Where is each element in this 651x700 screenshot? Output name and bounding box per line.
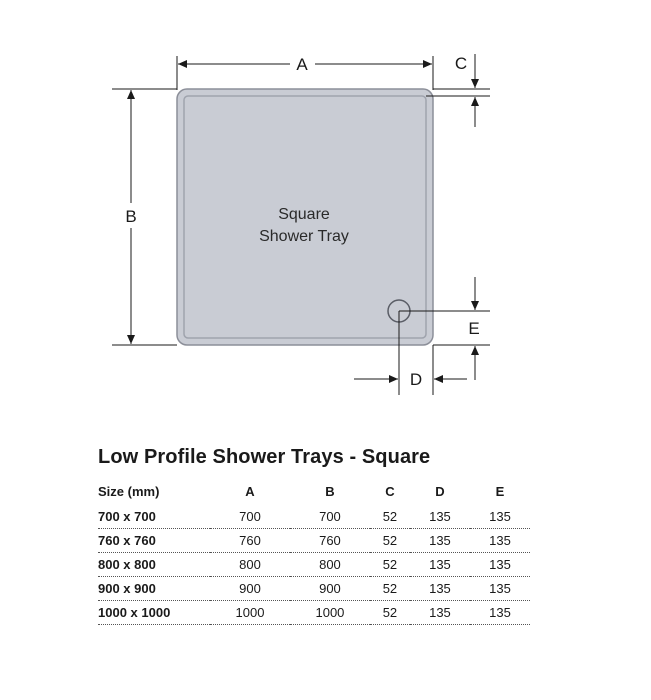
cell-e: 135 xyxy=(470,529,530,553)
cell-a: 760 xyxy=(210,529,290,553)
cell-b: 700 xyxy=(290,505,370,529)
cell-c: 52 xyxy=(370,601,410,625)
cell-c: 52 xyxy=(370,577,410,601)
cell-d: 135 xyxy=(410,601,470,625)
cell-size: 900 x 900 xyxy=(98,577,210,601)
header-d: D xyxy=(435,483,445,499)
tray-label-line1: Square xyxy=(278,206,330,223)
cell-size: 760 x 760 xyxy=(98,529,210,553)
cell-d: 135 xyxy=(410,553,470,577)
dimension-b-label: B xyxy=(125,207,137,226)
cell-d: 135 xyxy=(410,529,470,553)
header-b: B xyxy=(325,483,335,499)
dimension-a-label: A xyxy=(296,55,308,74)
cell-d: 135 xyxy=(410,577,470,601)
table-title: Low Profile Shower Trays - Square xyxy=(98,446,431,468)
cell-a: 1000 xyxy=(210,601,290,625)
header-a: A xyxy=(245,483,255,499)
cell-e: 135 xyxy=(470,505,530,529)
cell-size: 800 x 800 xyxy=(98,553,210,577)
cell-d: 135 xyxy=(410,505,470,529)
size-table xyxy=(98,483,530,625)
cell-size: 700 x 700 xyxy=(98,505,210,529)
size-table-section xyxy=(98,446,530,625)
table-row xyxy=(98,577,530,601)
cell-e: 135 xyxy=(470,577,530,601)
tray-label-line2: Shower Tray xyxy=(259,228,349,245)
cell-c: 52 xyxy=(370,529,410,553)
table-row xyxy=(98,553,530,577)
dimension-d-label: D xyxy=(409,370,423,389)
cell-a: 700 xyxy=(210,505,290,529)
header-size: Size (mm) xyxy=(98,483,160,499)
cell-size: 1000 x 1000 xyxy=(98,601,210,625)
table-row xyxy=(98,601,530,625)
header-c: C xyxy=(385,483,395,499)
cell-c: 52 xyxy=(370,553,410,577)
cell-e: 135 xyxy=(470,553,530,577)
cell-b: 900 xyxy=(290,577,370,601)
cell-c: 52 xyxy=(370,505,410,529)
table-row xyxy=(98,529,530,553)
cell-a: 900 xyxy=(210,577,290,601)
table-row xyxy=(98,505,530,529)
cell-a: 800 xyxy=(210,553,290,577)
cell-e: 135 xyxy=(470,601,530,625)
table-header-row xyxy=(98,483,530,505)
cell-b: 760 xyxy=(290,529,370,553)
header-e: E xyxy=(495,483,505,499)
cell-b: 800 xyxy=(290,553,370,577)
dimension-c-label: C xyxy=(454,54,468,73)
dimension-e-label: E xyxy=(468,319,480,338)
cell-b: 1000 xyxy=(290,601,370,625)
